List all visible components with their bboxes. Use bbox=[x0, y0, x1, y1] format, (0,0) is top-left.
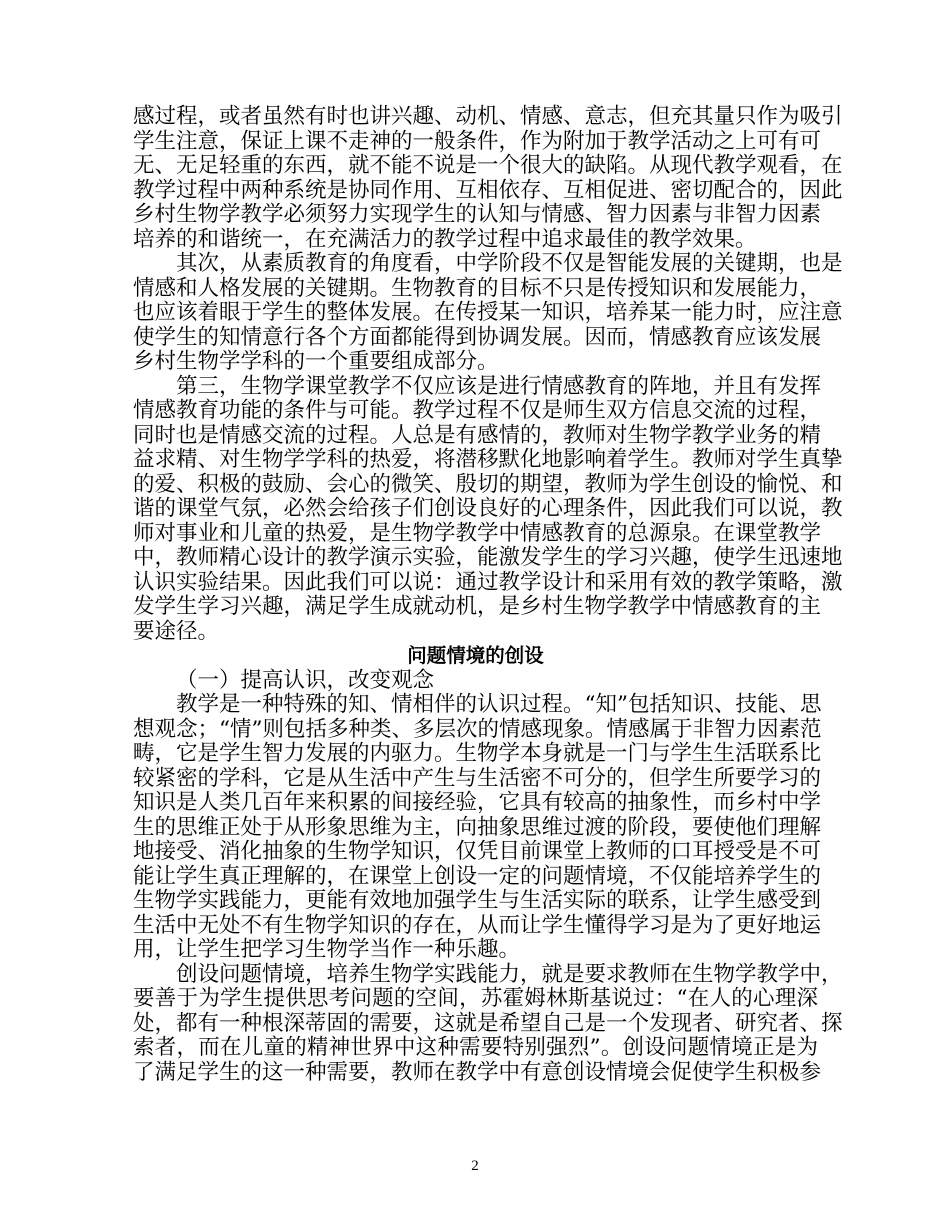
text-line: 生物学实践能力，更能有效地加强学生与生活实际的联系，让学生感受到 bbox=[133, 888, 822, 913]
text-line: 乡村生物学学科的一个重要组成部分。 bbox=[133, 349, 499, 374]
text-line: 发学生学习兴趣，满足学生成就动机，是乡村生物学教学中情感教育的主 bbox=[133, 594, 822, 619]
section-heading: 问题情境的创设 bbox=[407, 644, 544, 667]
text-line: 了满足学生的这一种需要，教师在教学中有意创设情境会促使学生积极参 bbox=[133, 1059, 822, 1085]
text-line: 教学过程中两种系统是协同作用、互相依存、互相促进、密切配合的，因此 bbox=[133, 177, 843, 203]
text-line: 要途径。 bbox=[133, 618, 220, 644]
text-line: 无、无足轻重的东西，就不能不说是一个很大的缺陷。从现代教学观看，在 bbox=[133, 153, 843, 178]
paragraph bbox=[133, 251, 843, 375]
text-line: 想观念；“情”则包括多种类、多层次的情感现象。情感属于非智力因素范 bbox=[133, 716, 822, 742]
text-line: 索者，而在儿童的精神世界中这种需要特别强烈”。创设问题情境正是为 bbox=[133, 1035, 818, 1060]
text-line: 用，让学生把学习生物学当作一种乐趣。 bbox=[133, 937, 521, 962]
paragraph bbox=[133, 692, 822, 963]
text-line: 畴，它是学生智力发展的内驱力。生物学本身就是一门与学生生活联系比 bbox=[133, 741, 822, 766]
text-line: 谐的课堂气氛，必然会给孩子们创设良好的心理条件，因此我们可以说，教 bbox=[133, 496, 843, 521]
text-line: 培养的和谐统一，在充满活力的教学过程中追求最佳的教学效果。 bbox=[133, 226, 757, 252]
text-line: 益求精、对生物学学科的热爱，将潜移默化地影响着学生。教师对学生真挚 bbox=[133, 447, 843, 472]
text-line: 乡村生物学教学必须努力实现学生的认知与情感、智力因素与非智力因素 bbox=[133, 202, 822, 227]
text-line: 中，教师精心设计的教学演示实验，能激发学生的学习兴趣，使学生迅速地 bbox=[133, 545, 843, 570]
paragraph bbox=[133, 373, 843, 645]
text-line: 同时也是情感交流的过程。人总是有感情的，教师对生物学教学业务的精 bbox=[133, 422, 822, 448]
text-line: 较紧密的学科，它是从生活中产生与生活密不可分的，但学生所要学习的 bbox=[133, 765, 822, 791]
text-line: 生活中无处不有生物学知识的存在，从而让学生懂得学习是为了更好地运 bbox=[133, 912, 822, 938]
text-line: 认识实验结果。因此我们可以说：通过教学设计和采用有效的教学策略，激 bbox=[133, 569, 843, 595]
text-line: 知识是人类几百年来积累的间接经验，它具有较高的抽象性，而乡村中学 bbox=[133, 790, 822, 815]
text-line: 教学是一种特殊的知、情相伴的认识过程。“知”包括知识、技能、思 bbox=[176, 692, 822, 717]
document-body bbox=[133, 104, 843, 1085]
text-line: 创设问题情境，培养生物学实践能力，就是要求教师在生物学教学中， bbox=[176, 961, 843, 987]
text-line: 情感和人格发展的关键期。生物教育的目标不只是传授知识和发展能力， bbox=[133, 275, 822, 301]
text-line: 能让学生真正理解的，在课堂上创设一定的问题情境，不仅能培养学生的 bbox=[133, 863, 822, 889]
text-line: 使学生的知情意行各个方面都能得到协调发展。因而，情感教育应该发展 bbox=[133, 324, 822, 350]
subsection-heading: （一）提高认识，改变观念 bbox=[176, 667, 435, 693]
text-line: 的爱、积极的鼓励、会心的微笑、殷切的期望，教师为学生创设的愉悦、和 bbox=[133, 471, 843, 497]
text-line: 师对事业和儿童的热爱，是生物学教学中情感教育的总源泉。在课堂教学 bbox=[133, 520, 822, 546]
text-line: 要善于为学生提供思考问题的空间，苏霍姆林斯基说过：“在人的心理深 bbox=[133, 986, 818, 1011]
text-line: 也应该着眼于学生的整体发展。在传授某一知识，培养某一能力时，应注意 bbox=[133, 300, 843, 325]
text-line: 生的思维正处于从形象思维为主，向抽象思维过渡的阶段，要使他们理解 bbox=[133, 814, 822, 840]
paragraph bbox=[133, 104, 843, 252]
page-number: 2 bbox=[471, 1158, 479, 1174]
paragraph bbox=[133, 961, 843, 1086]
text-line: 第三，生物学课堂教学不仅应该是进行情感教育的阵地，并且有发挥 bbox=[176, 373, 822, 399]
text-line: 情感教育功能的条件与可能。教学过程不仅是师生双方信息交流的过程， bbox=[133, 398, 822, 423]
text-line: 其次，从素质教育的角度看，中学阶段不仅是智能发展的关键期，也是 bbox=[176, 251, 843, 276]
text-line: 学生注意，保证上课不走神的一般条件，作为附加于教学活动之上可有可 bbox=[133, 128, 822, 154]
text-line: 感过程，或者虽然有时也讲兴趣、动机、情感、意志，但充其量只作为吸引 bbox=[133, 104, 843, 129]
text-line: 地接受、消化抽象的生物学知识，仅凭目前课堂上教师的口耳授受是不可 bbox=[133, 839, 822, 864]
text-line: 处，都有一种根深蒂固的需要，这就是希望自己是一个发现者、研究者、探 bbox=[133, 1010, 843, 1036]
